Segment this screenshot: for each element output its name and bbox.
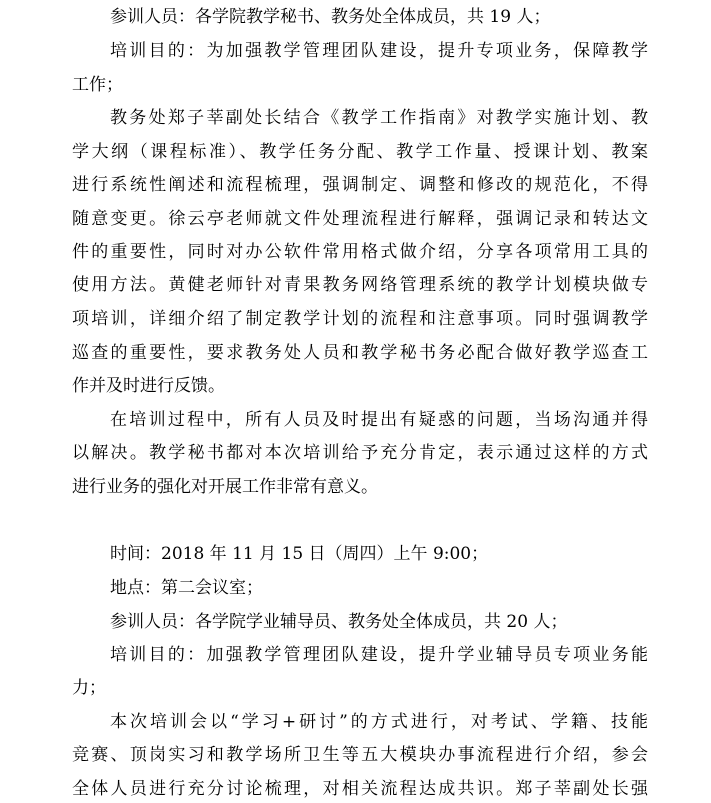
text-line: 参训人员：各学院学业辅导员、教务处全体成员，共 20 人； bbox=[110, 612, 568, 632]
text-line: 培训目的：加强教学管理团队建设，提升学业辅导员专项业务能 bbox=[110, 645, 648, 665]
text-line: 力； bbox=[72, 678, 106, 698]
text-line: 作并及时进行反馈。 bbox=[72, 376, 225, 396]
text-line: 时间：2018 年 11 月 15 日（周四）上午 9:00； bbox=[110, 544, 489, 564]
text-line: 培训目的：为加强教学管理团队建设，提升专项业务，保障教学 bbox=[110, 41, 648, 61]
text-line: 以解决。教学秘书都对本次培训给予充分肯定，表示通过这样的方式 bbox=[72, 443, 648, 463]
text-line: 地点：第二会议室； bbox=[110, 578, 263, 598]
text-line: 全体人员进行充分讨论梳理，对相关流程达成共识。郑子莘副处长强 bbox=[72, 779, 648, 799]
text-line: 巡查的重要性，要求教务处人员和教学秘书务必配合做好教学巡查工 bbox=[72, 343, 648, 363]
text-line: 随意变更。徐云亭老师就文件处理流程进行解释，强调记录和转达文 bbox=[72, 209, 648, 229]
text-line: 学大纲（课程标准）、教学任务分配、教学工作量、授课计划、教案 bbox=[72, 142, 648, 162]
text-line: 竞赛、顶岗实习和教学场所卫生等五大模块办事流程进行介绍，参会 bbox=[72, 745, 648, 765]
text-line: 教务处郑子莘副处长结合《教学工作指南》对教学实施计划、教 bbox=[110, 108, 648, 128]
text-line: 进行业务的强化对开展工作非常有意义。 bbox=[72, 477, 378, 497]
text-line: 项培训，详细介绍了制定教学计划的流程和注意事项。同时强调教学 bbox=[72, 309, 648, 329]
text-line: 使用方法。黄健老师针对青果教务网络管理系统的教学计划模块做专 bbox=[72, 275, 648, 295]
text-line: 件的重要性，同时对办公软件常用格式做介绍，分享各项常用工具的 bbox=[72, 242, 648, 262]
text-line: 参训人员：各学院教学秘书、教务处全体成员，共 19 人； bbox=[110, 7, 551, 27]
text-line: 本次培训会以“学习+研讨”的方式进行，对考试、学籍、技能 bbox=[110, 712, 648, 732]
text-line: 进行系统性阐述和流程梳理，强调制定、调整和修改的规范化，不得 bbox=[72, 175, 648, 195]
text-line: 工作； bbox=[72, 75, 123, 95]
text-line: 在培训过程中，所有人员及时提出有疑惑的问题，当场沟通并得 bbox=[110, 410, 648, 430]
